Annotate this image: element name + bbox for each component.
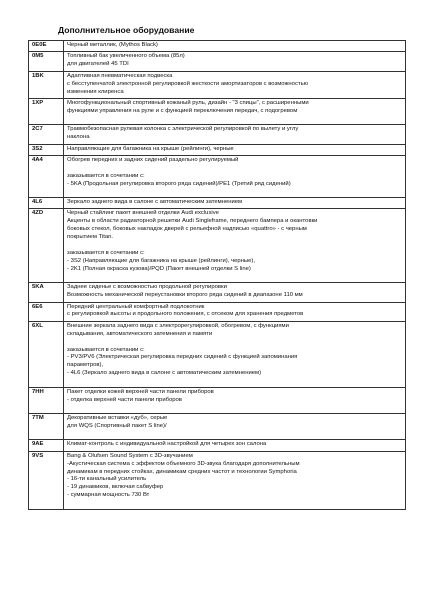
option-code: 7HH — [29, 387, 64, 413]
options-table — [28, 40, 406, 510]
option-description-line: Акценты в области радиаторной решетки Audi Singleframe, переднего бампера и окантовки — [67, 218, 318, 225]
option-row — [29, 209, 406, 283]
option-description-line: Декоративные вставки «дуб», серые — [67, 414, 168, 421]
option-description — [64, 440, 406, 451]
option-description-line: Адаптивная пневматическая подвеска — [67, 72, 173, 79]
option-code: 7TM — [29, 413, 64, 439]
cell-bottom-space — [67, 500, 402, 507]
option-row — [29, 52, 406, 71]
option-description-line: - 19 динамиков, включая сабвуфер — [67, 484, 164, 491]
cell-bottom-space — [67, 274, 402, 281]
line-spacer — [67, 165, 402, 173]
option-description-line: Передний центральный комфортный подлокотник — [67, 303, 205, 310]
option-description-line: покрытием Titan. — [67, 234, 114, 241]
option-code: 0M5 — [29, 52, 64, 71]
option-description-line: для двигателей 45 TDI — [67, 61, 129, 68]
option-code: 1XP — [29, 98, 64, 124]
option-description — [64, 413, 406, 439]
option-code: 5KA — [29, 283, 64, 302]
option-description — [64, 283, 406, 302]
cell-bottom-space — [67, 431, 402, 438]
option-description-line: - 4L6 (Зеркало заднего вида в салоне с автоматическим затемнением) — [67, 370, 262, 377]
option-code: 4L6 — [29, 198, 64, 209]
option-description-line: для WQS (Спортивный пакет S line)/ — [67, 422, 167, 429]
option-code: 4A4 — [29, 155, 64, 197]
option-description-line: наклона — [67, 134, 90, 141]
option-description-line: Климат-контроль с индивидуальной настройкой для четырех зон салона — [67, 441, 267, 448]
option-description-line: Заднее сиденье с возможностью продольной регулировки — [67, 284, 227, 291]
option-row — [29, 321, 406, 387]
option-description — [64, 302, 406, 321]
option-description-line: функциями управления на руле и с функцией переключения передач, с подогревом — [67, 107, 298, 114]
option-row — [29, 71, 406, 98]
option-description-line: боковых стекол, боковых накладок дверей с рельефной надписью «quattro» - с черным — [67, 226, 307, 233]
option-description-line: заказывается в сочетании с: — [67, 172, 145, 179]
option-description-line: - суммарная мощность 730 Вт — [67, 492, 150, 499]
option-description-line: с регулировкой высоты и продольного положения, с отсеком для хранения предметов — [67, 311, 304, 318]
option-description-line: Зеркало заднего вида в салоне с автоматическим затемнением — [67, 199, 243, 206]
page-title: Дополнительное оборудование — [58, 25, 195, 35]
option-description — [64, 125, 406, 144]
cell-bottom-space — [67, 378, 402, 385]
option-code: 6XL — [29, 321, 64, 387]
option-row — [29, 125, 406, 144]
line-spacer — [67, 242, 402, 250]
option-description-line: - отделка верхней части панели приборов — [67, 396, 182, 403]
option-row — [29, 387, 406, 413]
option-description-line: - 2K1 (Полная окраска кузова)/PQD (Пакет внешней отделки S line) — [67, 265, 251, 272]
option-row — [29, 41, 406, 52]
option-description-line: -Акустическая система с эффектом объемного 3D-звука благодаря дополнительным — [67, 460, 300, 467]
option-description-line: с бесступенчатой электронной регулировкой жесткости амортизаторов с возможностью — [67, 80, 309, 87]
option-code: 6E6 — [29, 302, 64, 321]
option-description-line: - 3S2 (Направляющие для багажника на крыше (рейлинги), черные), — [67, 257, 255, 264]
option-description-line: Травмобезопасная рулевая колонка с электрической регулировкой по вылету и углу — [67, 126, 299, 133]
option-row — [29, 144, 406, 155]
option-code: 0E0E — [29, 41, 64, 52]
option-description-line: Bang & Olufsen Sound System с 3D-звучанием — [67, 452, 193, 459]
option-description — [64, 451, 406, 509]
option-description-line: - 5KA (Продольная регулировка второго ряда сидений)/PE1 (Третий ряд сидений) — [67, 180, 291, 187]
option-code: 9AE — [29, 440, 64, 451]
option-code: 3S2 — [29, 144, 64, 155]
option-row — [29, 198, 406, 209]
option-row — [29, 283, 406, 302]
option-description-line: заказывается в сочетании с: — [67, 250, 145, 256]
option-row — [29, 155, 406, 197]
option-description — [64, 71, 406, 98]
option-description-line: Черный стайлинг пакет внешней отделки Audi exclusive — [67, 210, 219, 217]
option-code: 2C7 — [29, 125, 64, 144]
option-description-line: Топливный бак увеличенного объема (85л) — [67, 53, 185, 60]
option-description-line: складывания, автоматического затемнения и памяти — [67, 330, 213, 337]
option-description-line: изменения клиренса — [67, 88, 124, 95]
option-description-line: Черный металлик, (Mythos Black) — [67, 42, 158, 48]
option-code: 9VS — [29, 451, 64, 509]
option-description — [64, 52, 406, 71]
option-row — [29, 451, 406, 509]
option-description — [64, 41, 406, 52]
option-description-line: - PV3/PV6 (Электрическая регулировка передних сидений с функцией запоминания — [67, 354, 298, 361]
option-description-line: Направляющие для багажника на крыше (рейлинги), черные — [67, 145, 234, 152]
option-description — [64, 387, 406, 413]
option-description — [64, 98, 406, 124]
option-description-line: Внешние зеркала заднего вида с электрорегулировкой, обогревом, с функциями — [67, 322, 289, 329]
option-description-line: заказывается в сочетании с: — [67, 346, 145, 353]
option-code: 1BK — [29, 71, 64, 98]
option-description — [64, 321, 406, 387]
cell-bottom-space — [67, 404, 402, 411]
option-description — [64, 209, 406, 283]
option-row — [29, 440, 406, 451]
option-description-line: - 16-ти канальный усилитель — [67, 476, 147, 483]
cell-bottom-space — [67, 116, 402, 123]
option-description-line: Возможность механической переустановки второго ряда сидений в диапазоне 110 мм — [67, 292, 303, 299]
option-description-line: Пакет отделки кожей верхней части панели приборов — [67, 388, 214, 395]
option-description — [64, 198, 406, 209]
cell-bottom-space — [67, 189, 402, 196]
option-description — [64, 144, 406, 155]
line-spacer — [67, 339, 402, 347]
option-description — [64, 155, 406, 197]
option-row — [29, 98, 406, 124]
options-table-body — [29, 41, 406, 510]
option-row — [29, 302, 406, 321]
option-description-line: Обогрев передних и задних сидений раздельно регулируемый — [67, 156, 239, 163]
option-description-line: параметров), — [67, 362, 104, 369]
option-row — [29, 413, 406, 439]
option-description-line: Многофункциональный спортивный кожаный руль, дизайн - "3 спицы", с расширенными — [67, 99, 309, 106]
option-description-line: динамикам в передних стойках, динамикам средних частот и технологии Symphoria — [67, 468, 297, 475]
option-code: 4ZD — [29, 209, 64, 283]
